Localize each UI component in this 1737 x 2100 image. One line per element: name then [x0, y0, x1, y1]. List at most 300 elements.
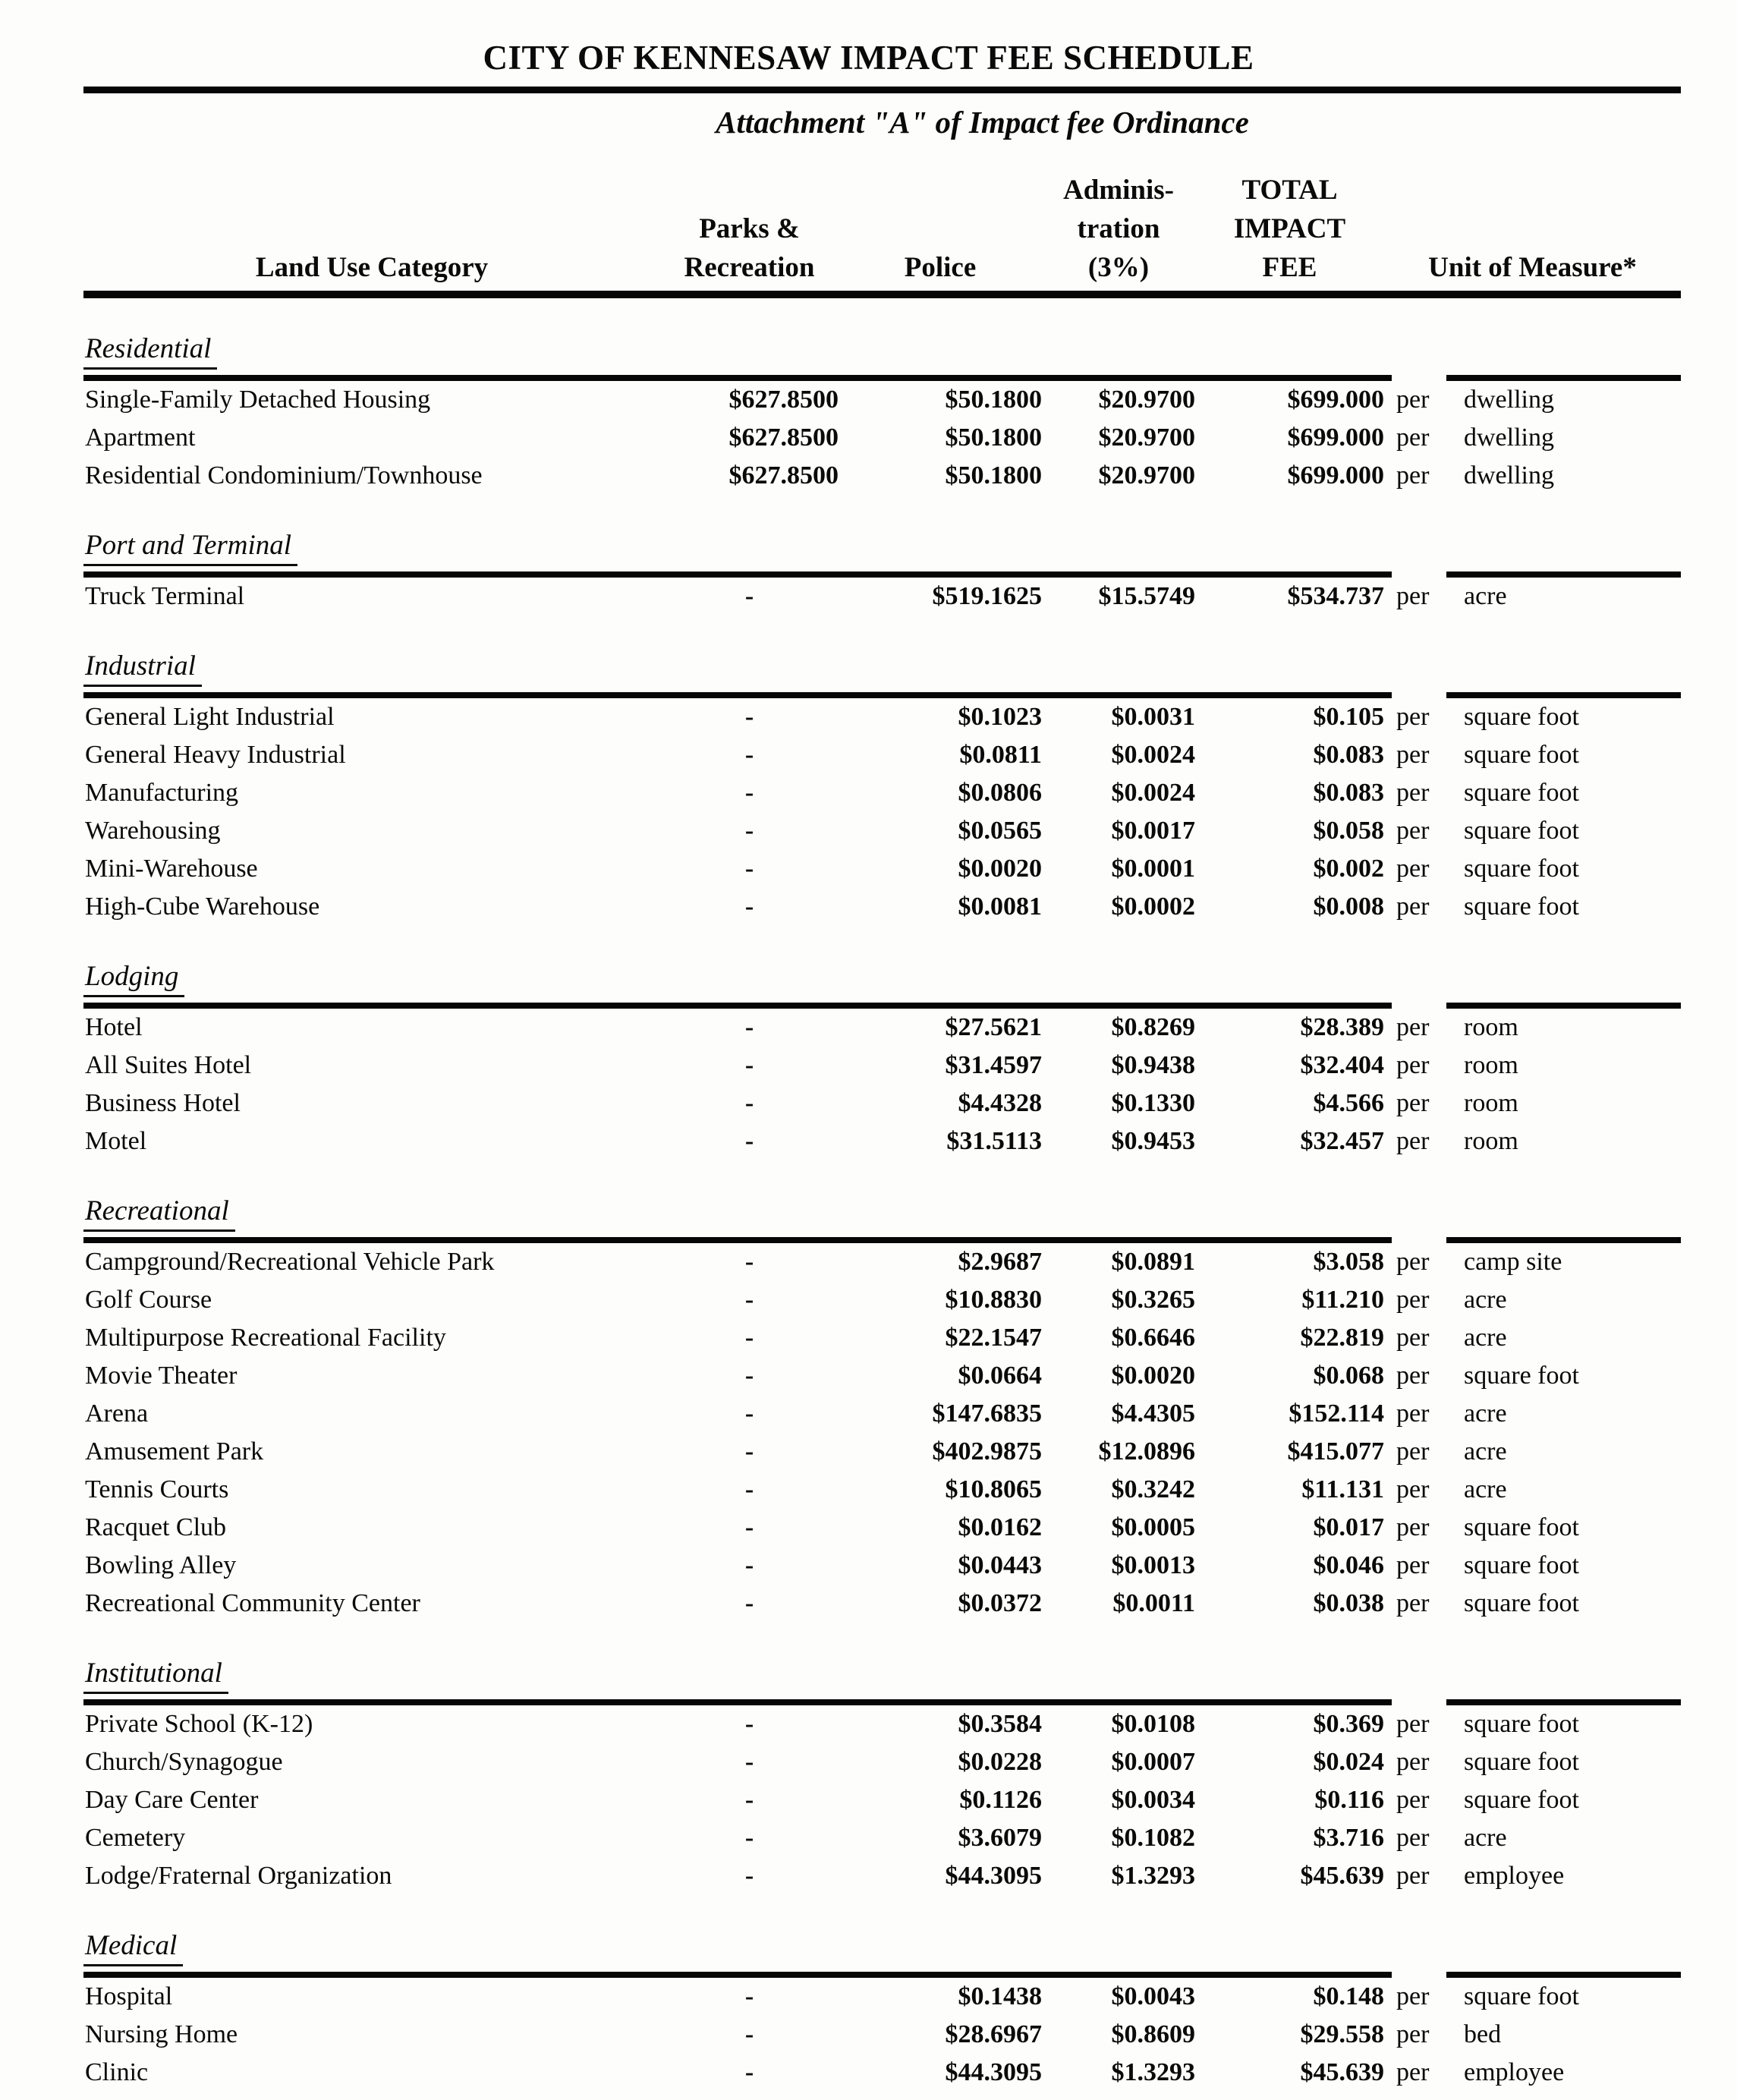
page-subtitle: Attachment "A" of Impact fee Ordinance: [716, 105, 1249, 140]
header-label: Land Use Category: [255, 252, 489, 283]
cell-police-fee: $0.0806: [958, 779, 1042, 807]
cell-land-use-category: General Light Industrial: [85, 703, 335, 731]
table-row: [83, 888, 1681, 926]
cell-per-label: per: [1396, 386, 1430, 414]
column-header-total-impact-fee: [1195, 171, 1384, 287]
column-header-police: [839, 248, 1042, 287]
section-rule-right-segment: [1446, 1237, 1681, 1243]
header-label: FEE: [1262, 252, 1317, 283]
cell-police-fee: $27.5621: [945, 1013, 1042, 1041]
cell-parks-recreation-fee: -: [744, 582, 754, 610]
cell-total-impact-fee: $0.083: [1313, 779, 1384, 807]
column-header-administration: [1042, 171, 1195, 287]
cell-administration-fee: $0.1330: [1111, 1089, 1195, 1117]
cell-land-use-category: Recreational Community Center: [85, 1589, 420, 1617]
cell-per-label: per: [1396, 1824, 1430, 1852]
cell-per-label: per: [1396, 1437, 1430, 1466]
section-name: Lodging: [83, 962, 184, 997]
cell-land-use-category: Campground/Recreational Vehicle Park: [85, 1248, 495, 1276]
cell-parks-recreation-fee: -: [744, 1824, 754, 1852]
table-row: [83, 381, 1681, 419]
cell-administration-fee: $4.4305: [1111, 1399, 1195, 1428]
cell-per-label: per: [1396, 1862, 1430, 1890]
cell-police-fee: $50.1800: [945, 386, 1042, 414]
cell-total-impact-fee: $534.737: [1287, 582, 1384, 610]
cell-administration-fee: $15.5749: [1098, 582, 1195, 610]
cell-land-use-category: Motel: [85, 1127, 147, 1155]
section-rule: [83, 571, 1681, 578]
fee-section: [83, 335, 1681, 495]
cell-per-label: per: [1396, 893, 1430, 921]
fee-section: [83, 531, 1681, 616]
fee-section: [83, 1932, 1681, 2092]
table-row: [83, 1705, 1681, 1743]
table-row: [83, 850, 1681, 888]
cell-administration-fee: $0.0020: [1111, 1362, 1195, 1390]
cell-land-use-category: Business Hotel: [85, 1089, 241, 1117]
cell-unit-of-measure: acre: [1464, 1437, 1507, 1466]
cell-administration-fee: $0.0034: [1111, 1786, 1195, 1814]
cell-total-impact-fee: $0.024: [1313, 1748, 1384, 1776]
cell-administration-fee: $1.3293: [1111, 1862, 1195, 1890]
cell-per-label: per: [1396, 582, 1430, 610]
cell-parks-recreation-fee: -: [744, 1982, 754, 2010]
cell-land-use-category: Lodge/Fraternal Organization: [85, 1862, 392, 1890]
cell-unit-of-measure: acre: [1464, 1824, 1507, 1852]
header-label: (3%): [1087, 252, 1150, 283]
table-row: [83, 2016, 1681, 2054]
section-rule-left-segment: [83, 1237, 1392, 1243]
section-rows: [83, 1009, 1681, 1160]
cell-police-fee: $0.0565: [958, 817, 1042, 845]
cell-per-label: per: [1396, 1589, 1430, 1617]
cell-unit-of-measure: square foot: [1464, 817, 1580, 845]
section-rows: [83, 578, 1681, 616]
cell-total-impact-fee: $32.404: [1300, 1051, 1384, 1079]
cell-parks-recreation-fee: $627.8500: [728, 423, 839, 452]
section-rule-left-segment: [83, 1972, 1392, 1978]
cell-parks-recreation-fee: -: [744, 1513, 754, 1541]
cell-unit-of-measure: bed: [1464, 2020, 1502, 2048]
cell-total-impact-fee: $22.819: [1300, 1324, 1384, 1352]
cell-administration-fee: $0.0007: [1111, 1748, 1195, 1776]
cell-police-fee: $10.8830: [945, 1286, 1042, 1314]
cell-parks-recreation-fee: -: [744, 1551, 754, 1579]
cell-parks-recreation-fee: -: [744, 1748, 754, 1776]
cell-land-use-category: All Suites Hotel: [85, 1051, 252, 1079]
table-row: [83, 1509, 1681, 1547]
table-row: [83, 419, 1681, 457]
cell-land-use-category: Hospital: [85, 1982, 173, 2010]
section-rule-right-segment: [1446, 1003, 1681, 1009]
cell-total-impact-fee: $0.046: [1313, 1551, 1384, 1579]
section-rule-left-segment: [83, 1003, 1392, 1009]
cell-unit-of-measure: square foot: [1464, 1589, 1580, 1617]
section-name: Industrial: [83, 652, 202, 687]
cell-administration-fee: $0.3242: [1111, 1475, 1195, 1503]
cell-unit-of-measure: square foot: [1464, 741, 1580, 769]
cell-police-fee: $31.4597: [945, 1051, 1042, 1079]
cell-land-use-category: Multipurpose Recreational Facility: [85, 1324, 446, 1352]
section-rule: [83, 1003, 1681, 1009]
cell-unit-of-measure: square foot: [1464, 1710, 1580, 1738]
cell-total-impact-fee: $0.369: [1313, 1710, 1384, 1738]
cell-police-fee: $0.0664: [958, 1362, 1042, 1390]
cell-parks-recreation-fee: -: [744, 1862, 754, 1890]
header-label: TOTAL: [1241, 175, 1338, 206]
cell-total-impact-fee: $28.389: [1300, 1013, 1384, 1041]
cell-total-impact-fee: $29.558: [1300, 2020, 1384, 2048]
cell-unit-of-measure: square foot: [1464, 1551, 1580, 1579]
cell-parks-recreation-fee: -: [744, 741, 754, 769]
cell-unit-of-measure: square foot: [1464, 1362, 1580, 1390]
cell-per-label: per: [1396, 423, 1430, 452]
section-rows: [83, 1705, 1681, 1895]
cell-parks-recreation-fee: $627.8500: [728, 386, 839, 414]
cell-per-label: per: [1396, 741, 1430, 769]
header-label: Parks &: [699, 213, 800, 244]
cell-parks-recreation-fee: -: [744, 1286, 754, 1314]
cell-administration-fee: $0.0891: [1111, 1248, 1195, 1276]
cell-per-label: per: [1396, 1982, 1430, 2010]
cell-police-fee: $2.9687: [958, 1248, 1042, 1276]
table-row: [83, 774, 1681, 812]
table-row: [83, 1357, 1681, 1395]
cell-land-use-category: Warehousing: [85, 817, 221, 845]
cell-administration-fee: $12.0896: [1098, 1437, 1195, 1466]
cell-parks-recreation-fee: -: [744, 1051, 754, 1079]
section-rule-right-segment: [1446, 375, 1681, 381]
cell-per-label: per: [1396, 1399, 1430, 1428]
table-row: [83, 1781, 1681, 1819]
cell-total-impact-fee: $699.000: [1287, 423, 1384, 452]
cell-total-impact-fee: $699.000: [1287, 461, 1384, 490]
cell-police-fee: $50.1800: [945, 423, 1042, 452]
cell-total-impact-fee: $0.083: [1313, 741, 1384, 769]
cell-police-fee: $0.0443: [958, 1551, 1042, 1579]
cell-unit-of-measure: room: [1464, 1013, 1518, 1041]
section-rule-left-segment: [83, 1699, 1392, 1705]
cell-per-label: per: [1396, 1324, 1430, 1352]
cell-unit-of-measure: acre: [1464, 582, 1507, 610]
cell-police-fee: $0.0372: [958, 1589, 1042, 1617]
cell-police-fee: $0.0162: [958, 1513, 1042, 1541]
cell-administration-fee: $0.0031: [1111, 703, 1195, 731]
cell-police-fee: $0.0228: [958, 1748, 1042, 1776]
cell-land-use-category: Manufacturing: [85, 779, 239, 807]
cell-police-fee: $44.3095: [945, 1862, 1042, 1890]
cell-parks-recreation-fee: -: [744, 2058, 754, 2086]
section-rows: [83, 381, 1681, 495]
cell-parks-recreation-fee: -: [744, 1089, 754, 1117]
cell-unit-of-measure: dwelling: [1464, 461, 1554, 490]
cell-administration-fee: $0.8269: [1111, 1013, 1195, 1041]
cell-police-fee: $28.6967: [945, 2020, 1042, 2048]
cell-land-use-category: Day Care Center: [85, 1786, 259, 1814]
cell-land-use-category: Arena: [85, 1399, 149, 1428]
cell-land-use-category: Bowling Alley: [85, 1551, 237, 1579]
cell-land-use-category: High-Cube Warehouse: [85, 893, 320, 921]
cell-total-impact-fee: $3.716: [1313, 1824, 1384, 1852]
section-rows: [83, 1978, 1681, 2092]
section-rule: [83, 1699, 1681, 1705]
column-header-unit-of-measure: [1384, 248, 1681, 287]
cell-unit-of-measure: square foot: [1464, 1748, 1580, 1776]
cell-per-label: per: [1396, 1013, 1430, 1041]
table-row: [83, 457, 1681, 495]
section-rule-left-segment: [83, 375, 1392, 381]
table-row: [83, 2054, 1681, 2092]
cell-administration-fee: $0.0108: [1111, 1710, 1195, 1738]
cell-total-impact-fee: $11.131: [1301, 1475, 1384, 1503]
cell-parks-recreation-fee: -: [744, 1362, 754, 1390]
cell-administration-fee: $0.0013: [1111, 1551, 1195, 1579]
cell-administration-fee: $0.9438: [1111, 1051, 1195, 1079]
cell-per-label: per: [1396, 1248, 1430, 1276]
fee-section: [83, 1197, 1681, 1623]
title-rule: [83, 87, 1681, 93]
section-name: Recreational: [83, 1197, 235, 1232]
cell-police-fee: $0.1126: [959, 1786, 1042, 1814]
cell-administration-fee: $0.3265: [1111, 1286, 1195, 1314]
section-rule-right-segment: [1446, 692, 1681, 698]
table-row: [83, 1471, 1681, 1509]
cell-per-label: per: [1396, 2058, 1430, 2086]
cell-land-use-category: Cemetery: [85, 1824, 186, 1852]
cell-police-fee: $31.5113: [946, 1127, 1042, 1155]
cell-parks-recreation-fee: -: [744, 1324, 754, 1352]
cell-administration-fee: $0.0002: [1111, 893, 1195, 921]
cell-land-use-category: Apartment: [85, 423, 196, 452]
cell-total-impact-fee: $11.210: [1301, 1286, 1384, 1314]
cell-unit-of-measure: room: [1464, 1089, 1518, 1117]
header-rule: [83, 291, 1681, 298]
cell-parks-recreation-fee: -: [744, 1475, 754, 1503]
cell-parks-recreation-fee: -: [744, 1127, 754, 1155]
cell-police-fee: $0.1023: [958, 703, 1042, 731]
table-header: [83, 171, 1681, 287]
cell-total-impact-fee: $0.148: [1313, 1982, 1384, 2010]
cell-unit-of-measure: dwelling: [1464, 423, 1554, 452]
cell-unit-of-measure: square foot: [1464, 1982, 1580, 2010]
table-row: [83, 1743, 1681, 1781]
cell-administration-fee: $0.6646: [1111, 1324, 1195, 1352]
cell-per-label: per: [1396, 817, 1430, 845]
cell-police-fee: $0.1438: [958, 1982, 1042, 2010]
cell-unit-of-measure: employee: [1464, 2058, 1565, 2086]
header-label: Police: [904, 252, 977, 283]
header-label: Adminis-: [1063, 175, 1174, 206]
cell-police-fee: $0.0020: [958, 855, 1042, 883]
section-rows: [83, 1243, 1681, 1623]
cell-administration-fee: $0.0005: [1111, 1513, 1195, 1541]
cell-total-impact-fee: $699.000: [1287, 386, 1384, 414]
table-row: [83, 1547, 1681, 1585]
table-row: [83, 1243, 1681, 1281]
cell-land-use-category: Mini-Warehouse: [85, 855, 258, 883]
cell-parks-recreation-fee: -: [744, 1589, 754, 1617]
cell-unit-of-measure: square foot: [1464, 703, 1580, 731]
table-row: [83, 1978, 1681, 2016]
cell-administration-fee: $0.0001: [1111, 855, 1195, 883]
cell-administration-fee: $0.9453: [1111, 1127, 1195, 1155]
table-row: [83, 1433, 1681, 1471]
cell-per-label: per: [1396, 1286, 1430, 1314]
cell-unit-of-measure: acre: [1464, 1399, 1507, 1428]
section-name: Institutional: [83, 1659, 228, 1694]
cell-administration-fee: $1.3293: [1111, 2058, 1195, 2086]
section-name: Medical: [83, 1932, 183, 1966]
cell-per-label: per: [1396, 855, 1430, 883]
cell-police-fee: $10.8065: [945, 1475, 1042, 1503]
cell-parks-recreation-fee: -: [744, 1437, 754, 1466]
fee-section: [83, 652, 1681, 926]
cell-total-impact-fee: $152.114: [1289, 1399, 1384, 1428]
cell-administration-fee: $0.0024: [1111, 741, 1195, 769]
cell-unit-of-measure: square foot: [1464, 1786, 1580, 1814]
cell-police-fee: $402.9875: [932, 1437, 1042, 1466]
cell-per-label: per: [1396, 1475, 1430, 1503]
cell-police-fee: $44.3095: [945, 2058, 1042, 2086]
cell-per-label: per: [1396, 461, 1430, 490]
section-rule-right-segment: [1446, 1972, 1681, 1978]
cell-land-use-category: Racquet Club: [85, 1513, 227, 1541]
cell-land-use-category: Truck Terminal: [85, 582, 245, 610]
cell-land-use-category: Movie Theater: [85, 1362, 238, 1390]
cell-total-impact-fee: $0.105: [1313, 703, 1384, 731]
cell-land-use-category: Golf Course: [85, 1286, 212, 1314]
cell-unit-of-measure: dwelling: [1464, 386, 1554, 414]
cell-total-impact-fee: $3.058: [1313, 1248, 1384, 1276]
table-row: [83, 736, 1681, 774]
table-row: [83, 698, 1681, 736]
cell-per-label: per: [1396, 1127, 1430, 1155]
cell-parks-recreation-fee: -: [744, 855, 754, 883]
cell-total-impact-fee: $0.038: [1313, 1589, 1384, 1617]
table-row: [83, 1819, 1681, 1857]
cell-police-fee: $147.6835: [932, 1399, 1042, 1428]
table-row: [83, 1585, 1681, 1623]
cell-land-use-category: Nursing Home: [85, 2020, 238, 2048]
cell-parks-recreation-fee: -: [744, 817, 754, 845]
cell-unit-of-measure: square foot: [1464, 1513, 1580, 1541]
cell-land-use-category: Hotel: [85, 1013, 143, 1041]
cell-parks-recreation-fee: -: [744, 1710, 754, 1738]
column-header-parks-recreation: [660, 209, 839, 287]
column-header-land-use-category: [83, 248, 660, 287]
cell-unit-of-measure: acre: [1464, 1475, 1507, 1503]
cell-total-impact-fee: $4.566: [1313, 1089, 1384, 1117]
section-rule: [83, 692, 1681, 698]
table-row: [83, 1319, 1681, 1357]
page-title: CITY OF KENNESAW IMPACT FEE SCHEDULE: [483, 39, 1254, 77]
cell-land-use-category: Amusement Park: [85, 1437, 264, 1466]
cell-administration-fee: $0.0024: [1111, 779, 1195, 807]
cell-per-label: per: [1396, 1710, 1430, 1738]
cell-police-fee: $519.1625: [932, 582, 1042, 610]
cell-per-label: per: [1396, 779, 1430, 807]
cell-administration-fee: $0.1082: [1111, 1824, 1195, 1852]
table-row: [83, 812, 1681, 850]
cell-total-impact-fee: $45.639: [1300, 1862, 1384, 1890]
cell-parks-recreation-fee: -: [744, 703, 754, 731]
cell-parks-recreation-fee: -: [744, 2020, 754, 2048]
cell-police-fee: $0.0811: [959, 741, 1042, 769]
cell-total-impact-fee: $0.068: [1313, 1362, 1384, 1390]
cell-per-label: per: [1396, 1513, 1430, 1541]
table-row: [83, 1281, 1681, 1319]
cell-administration-fee: $0.0017: [1111, 817, 1195, 845]
cell-unit-of-measure: acre: [1464, 1324, 1507, 1352]
cell-per-label: per: [1396, 1089, 1430, 1117]
cell-parks-recreation-fee: -: [744, 893, 754, 921]
cell-per-label: per: [1396, 703, 1430, 731]
cell-land-use-category: Private School (K-12): [85, 1710, 313, 1738]
sections: [0, 335, 1737, 2092]
cell-police-fee: $22.1547: [945, 1324, 1042, 1352]
table-row: [83, 1395, 1681, 1433]
cell-parks-recreation-fee: $627.8500: [728, 461, 839, 490]
cell-total-impact-fee: $0.116: [1314, 1786, 1384, 1814]
cell-land-use-category: Single-Family Detached Housing: [85, 386, 431, 414]
table-row: [83, 1009, 1681, 1047]
cell-unit-of-measure: square foot: [1464, 855, 1580, 883]
cell-total-impact-fee: $32.457: [1300, 1127, 1384, 1155]
cell-total-impact-fee: $415.077: [1287, 1437, 1384, 1466]
table-row: [83, 578, 1681, 616]
cell-land-use-category: Tennis Courts: [85, 1475, 229, 1503]
section-rule: [83, 375, 1681, 381]
cell-administration-fee: $20.9700: [1098, 461, 1195, 490]
cell-parks-recreation-fee: -: [744, 779, 754, 807]
cell-unit-of-measure: square foot: [1464, 893, 1580, 921]
cell-per-label: per: [1396, 2020, 1430, 2048]
cell-total-impact-fee: $0.002: [1313, 855, 1384, 883]
cell-total-impact-fee: $0.017: [1313, 1513, 1384, 1541]
section-name: Residential: [83, 335, 217, 370]
cell-administration-fee: $20.9700: [1098, 423, 1195, 452]
cell-land-use-category: Church/Synagogue: [85, 1748, 283, 1776]
cell-administration-fee: $0.8609: [1111, 2020, 1195, 2048]
cell-police-fee: $0.0081: [958, 893, 1042, 921]
cell-per-label: per: [1396, 1551, 1430, 1579]
header-label: Unit of Measure*: [1428, 252, 1637, 283]
cell-land-use-category: Residential Condominium/Townhouse: [85, 461, 483, 490]
cell-unit-of-measure: square foot: [1464, 779, 1580, 807]
cell-police-fee: $4.4328: [958, 1089, 1042, 1117]
cell-land-use-category: Clinic: [85, 2058, 149, 2086]
cell-per-label: per: [1396, 1362, 1430, 1390]
cell-unit-of-measure: employee: [1464, 1862, 1565, 1890]
header-label: Recreation: [684, 252, 815, 283]
cell-total-impact-fee: $45.639: [1300, 2058, 1384, 2086]
cell-parks-recreation-fee: -: [744, 1013, 754, 1041]
section-rows: [83, 698, 1681, 926]
cell-unit-of-measure: acre: [1464, 1286, 1507, 1314]
cell-total-impact-fee: $0.058: [1313, 817, 1384, 845]
section-rule-right-segment: [1446, 571, 1681, 578]
section-name: Port and Terminal: [83, 531, 297, 566]
header-label: tration: [1077, 213, 1160, 244]
cell-parks-recreation-fee: -: [744, 1786, 754, 1814]
section-rule-right-segment: [1446, 1699, 1681, 1705]
section-rule-left-segment: [83, 692, 1392, 698]
cell-total-impact-fee: $0.008: [1313, 893, 1384, 921]
cell-police-fee: $0.3584: [958, 1710, 1042, 1738]
cell-unit-of-measure: room: [1464, 1051, 1518, 1079]
cell-police-fee: $50.1800: [945, 461, 1042, 490]
fee-section: [83, 1659, 1681, 1895]
